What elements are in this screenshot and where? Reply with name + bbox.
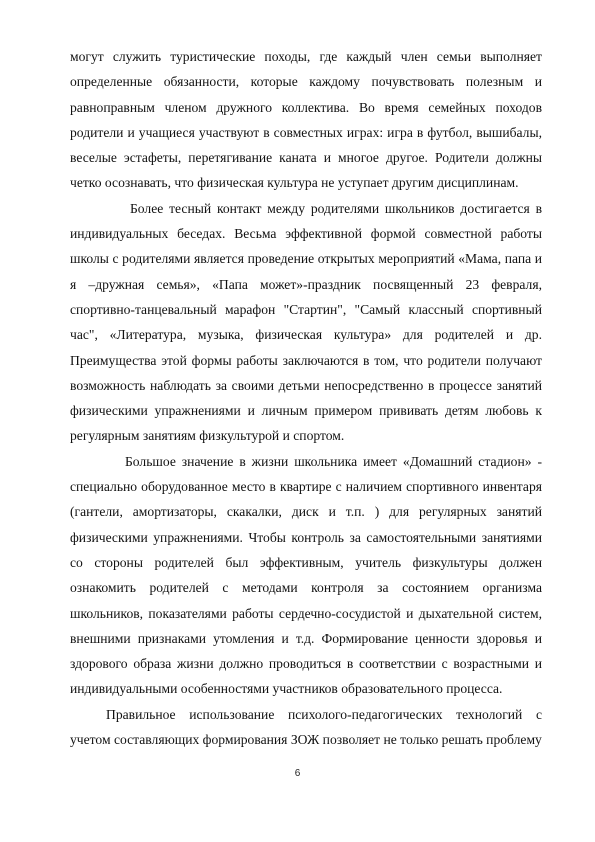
paragraph-parent-contact: Более тесный контакт между родителями школьников достигается в индивидуальных беседах. Весьма эффективной формой совместной работы школы с родителями является проведение открытых мероприятий «Мама, папа и я –дружная семья», «Папа может»-праздник посвященный 23 февраля, спортивно-танцевальный марафон "Стартин", "Самый классный спортивный час", «Литература, музыка, физическая культура» для родителей и др. Преимущества этой формы работы заключаются в том, что родители получают возможность наблюдать за своими детьми непосредственно в процессе занятий физическими упражнениями и личным примером прививать детям любовь к регулярным занятиям физкультурой и спортом. <box>70 200 542 444</box>
paragraph-home-stadium: Большое значение в жизни школьника имеет «Домашний стадион» - специально оборудованное место в квартире с наличием спортивного инвентаря (гантели, амортизаторы, скакалки, диск и т.п. ) для регулярных занятий физическими упражнениями. Чтобы контроль за самостоятельными занятиями со стороны родителей был эффективным, учитель физкультуры должен ознакомить родителей с методами контроля за состоянием организма школьников, показателями работы сердечно-сосудистой и дыхательной систем, внешними признаками утомления и т.д. Формирование ценности здоровья и здорового образа жизни должно проводиться в соответствии с возрастными и индивидуальными особенностями участников образовательного процесса. <box>70 453 542 697</box>
body-text <box>70 44 542 752</box>
page-number: 6 <box>294 768 301 779</box>
paragraph-technologies: Правильное использование психолого-педагогических технологий с учетом составляющих формирования ЗОЖ позволяет не только решать проблему <box>70 706 542 748</box>
paragraph-family-hikes: могут служить туристические походы, где каждый член семьи выполняет определенные обязанности, которые каждому почувствовать полезным и равноправным членом дружного коллектива. Во время семейных походов родители и учащиеся участвуют в совместных играх: игра в футбол, вышибалы, веселые эстафеты, перетягивание каната и многое другое. Родители должны четко осознавать, что физическая культура не уступает другим дисциплинам. <box>70 49 542 191</box>
